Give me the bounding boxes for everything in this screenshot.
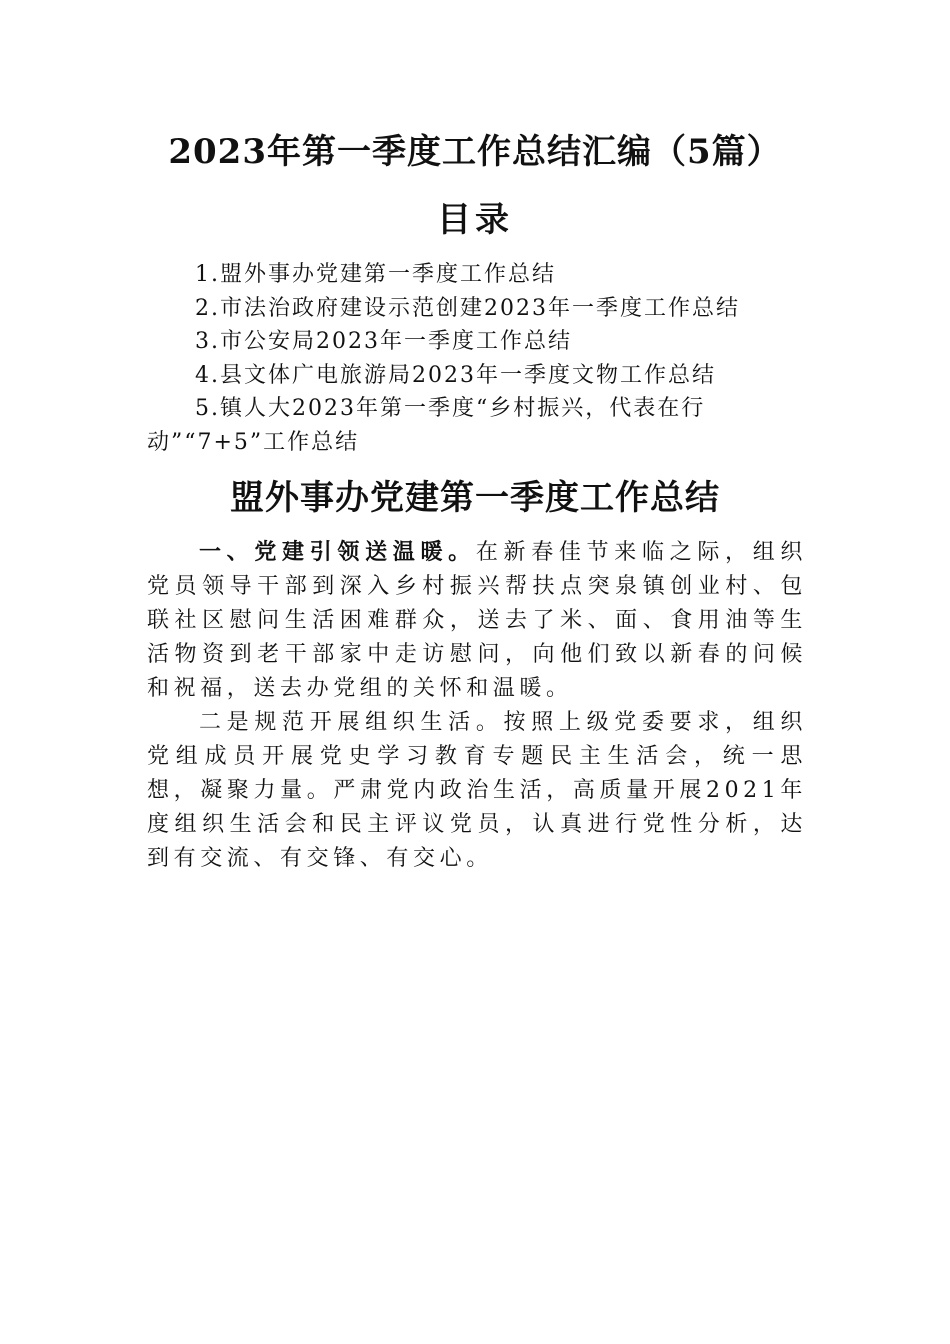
document-main-title: 2023年第一季度工作总结汇编（5篇）	[168, 132, 782, 172]
paragraph-text: 在新春佳节来临之际，组织党员领导干部到深入乡村振兴帮扶点突泉镇创业村、包联社区慰问生活困难群众，送去了米、面、食用油等生活物资到老干部家中走访慰问，向他们致以新春的问候和祝福，送去办党组的关怀和温暖。	[147, 540, 807, 701]
section-title: 盟外事办党建第一季度工作总结	[230, 478, 720, 518]
paragraph-2	[147, 706, 807, 876]
toc-item-5: 5.镇人大2023年第一季度“乡村振兴，代表在行动”“7+5”工作总结	[147, 396, 706, 455]
toc-heading: 目录	[437, 200, 513, 240]
toc-item-2: 2.市法治政府建设示范创建2023年一季度工作总结	[195, 295, 740, 321]
section-body	[147, 535, 807, 876]
paragraph-1	[147, 535, 807, 706]
paragraph-lead: 一、党建引领送温暖。	[199, 539, 476, 565]
toc-item-3: 3.市公安局2023年一季度工作总结	[195, 329, 572, 354]
paragraph-text: 二是规范开展组织生活。按照上级党委要求，组织党组成员开展党史学习教育专题民主生活会，统一思想，凝聚力量。严肃党内政治生活，高质量开展2021年度组织生活会和民主评议党员，认真进行党性分析，达到有交流、有交锋、有交心。	[147, 710, 807, 871]
table-of-contents	[147, 258, 807, 459]
toc-item-4: 4.县文体广电旅游局2023年一季度文物工作总结	[195, 362, 716, 388]
toc-item-1: 1.盟外事办党建第一季度工作总结	[195, 262, 556, 287]
